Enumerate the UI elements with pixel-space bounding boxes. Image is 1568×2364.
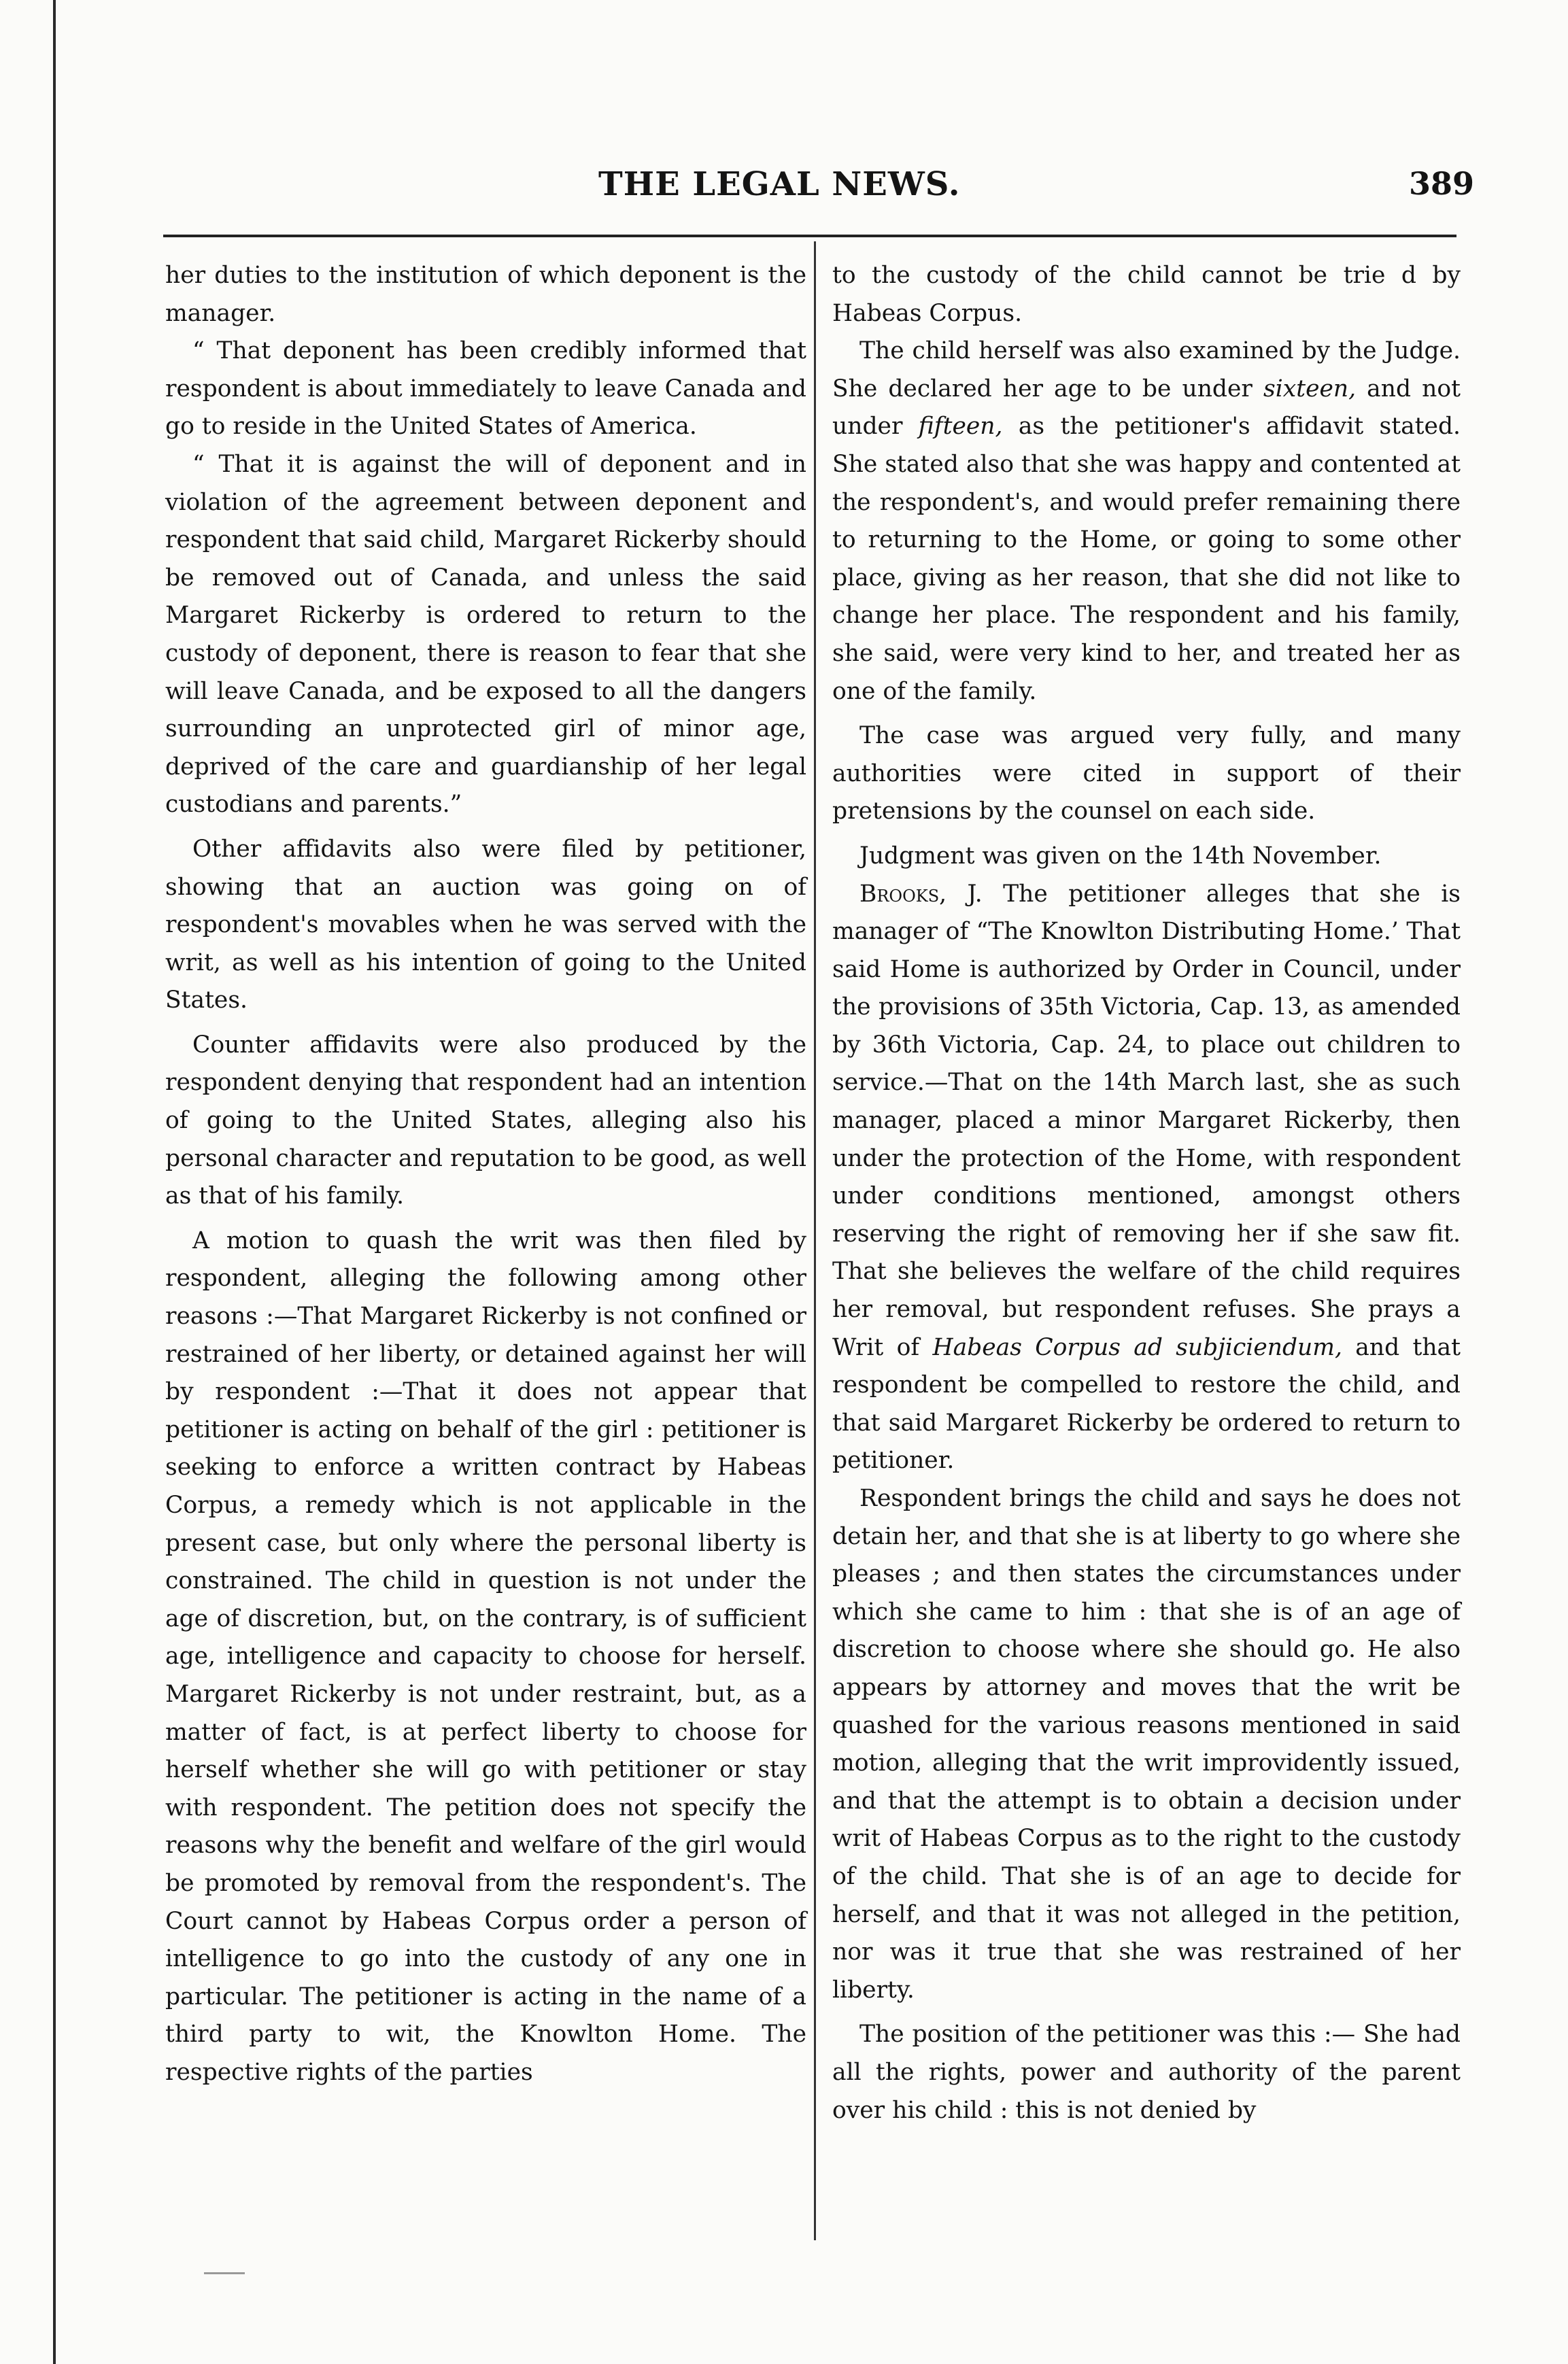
paragraph: The position of the petitioner was this :— She had all the rights, power and authority of the parent over his child : this is not denied by — [832, 2021, 1461, 2124]
judge-name: Brooks, J. — [859, 880, 983, 908]
paragraph: to the custody of the child cannot be trie d by Habeas Corpus. — [832, 262, 1461, 327]
paragraph — [832, 332, 1461, 710]
emphasis: sixteen, — [1263, 375, 1357, 402]
paragraph: A motion to quash the writ was then filed by respondent, alleging the following among other reasons :—That Margaret Rickerby is not confined or restrained of her liberty, or detained against her will by respondent :—That it does not appear that petitioner is acting on behalf of the girl : petitioner is seeking to enforce a written contract by Habeas Corpus, a remedy which is not applicable in the present case, but only where the personal liberty is constrained. The child in question is not under the age of discretion, but, on the contrary, is of sufficient age, intelligence and capacity to choose for herself. Margaret Rickerby is not under restraint, but, as a matter of fact, is at perfect liberty to choose for herself whether she will go with petitioner or stay with respondent. The petition does not specify the reasons why the benefit and welfare of the girl would be promoted by removal from the respondent's. The Court cannot by Habeas Corpus order a person of intelligence to go into the custody of any one in particular. The petitioner is acting in the name of a third party to wit, the Knowlton Home. The respective rights of the parties — [165, 1227, 806, 2086]
paragraph: Other affidavits also were filed by petitioner, showing that an auction was going on of respondent's movables when he was served with the writ, as well as his intention of going to the United States. — [165, 835, 806, 1014]
paragraph: The case was argued very fully, and many authorities were cited in support of their pretensions by the counsel on each side. — [832, 722, 1461, 825]
running-header-title: THE LEGAL NEWS. — [598, 165, 961, 203]
page-binding-edge — [53, 0, 56, 2364]
paragraph: her duties to the institution of which deponent is the manager. — [165, 262, 806, 327]
column-divider — [814, 241, 816, 2240]
scan-mark — [204, 2272, 245, 2274]
emphasis: fifteen, — [918, 413, 1003, 441]
text-run: The petitioner alleges that she is manager of “The Knowlton Distributing Home.’ That said Home is authorized by Order in Council, under the provisions of 35th Victoria, Cap. 13, as amended by 36th Victoria, Cap. 24, to place out children to service.—That on the 14th March last, she as such manager, placed a minor Margaret Rickerby, then under the protection of the Home, with respondent under conditions mentioned, amongst others reserving the right of removing her if she saw fit. That she believes the welfare of the child requires her removal, but respondent refuses. She prays a Writ of — [832, 880, 1461, 1361]
text-run: as the petitioner's affidavit stated. She stated also that she was happy and contented at the respondent's, and would prefer remaining there to returning to the Home, or going to some other place, giving as her reason, that she did not like to change her place. The respondent and his family, she said, were very kind to her, and treated her as one of the family. — [832, 413, 1461, 705]
right-column — [832, 257, 1461, 2129]
paragraph: “ That deponent has been credibly informed that respondent is about immediately to leave Canada and go to reside in the United States of America. — [165, 337, 806, 441]
header-rule — [163, 235, 1456, 237]
page-number: 389 — [1408, 165, 1474, 202]
text-run: and that respondent be compelled to restore the child, and that said Margaret Rickerby be ordered to return to petitioner. — [832, 1333, 1461, 1475]
paragraph: Respondent brings the child and says he does not detain her, and that she is at liberty to go where she pleases ; and then states the circumstances under which she came to him : that she is of an age of discretion to choose where she should go. He also appears by attorney and moves that the writ be quashed for the various reasons mentioned in said motion, alleging that the writ improvidently issued, and that the attempt is to obtain a decision under writ of Habeas Corpus as to the right to the custody of the child. That she is of an age to decide for herself, and that it was not alleged in the petition, nor was it true that she was restrained of her liberty. — [832, 1485, 1461, 2004]
paragraph: “ That it is against the will of deponent and in violation of the agreement between deponent and respondent that said child, Margaret Rickerby should be removed out of Canada, and unless the said Margaret Rickerby is ordered to return to the custody of deponent, there is reason to fear that she will leave Canada, and be exposed to all the dangers surrounding an unprotected girl of minor age, deprived of the care and guardianship of her legal custodians and parents.” — [165, 450, 806, 819]
text-run: The child herself was also examined by the Judge. She declared her age to be under — [832, 337, 1461, 402]
paragraph — [832, 876, 1461, 1481]
emphasis: Habeas Corpus ad subjiciendum, — [932, 1333, 1342, 1361]
paragraph: Judgment was given on the 14th November. — [859, 842, 1382, 870]
left-column — [165, 257, 806, 2092]
text-run: and not under — [832, 375, 1461, 441]
paragraph: Counter affidavits were also produced by the respondent denying that respondent had an intention of going to the United States, alleging also his personal character and reputation to be good, as well as that of his family. — [165, 1031, 806, 1210]
